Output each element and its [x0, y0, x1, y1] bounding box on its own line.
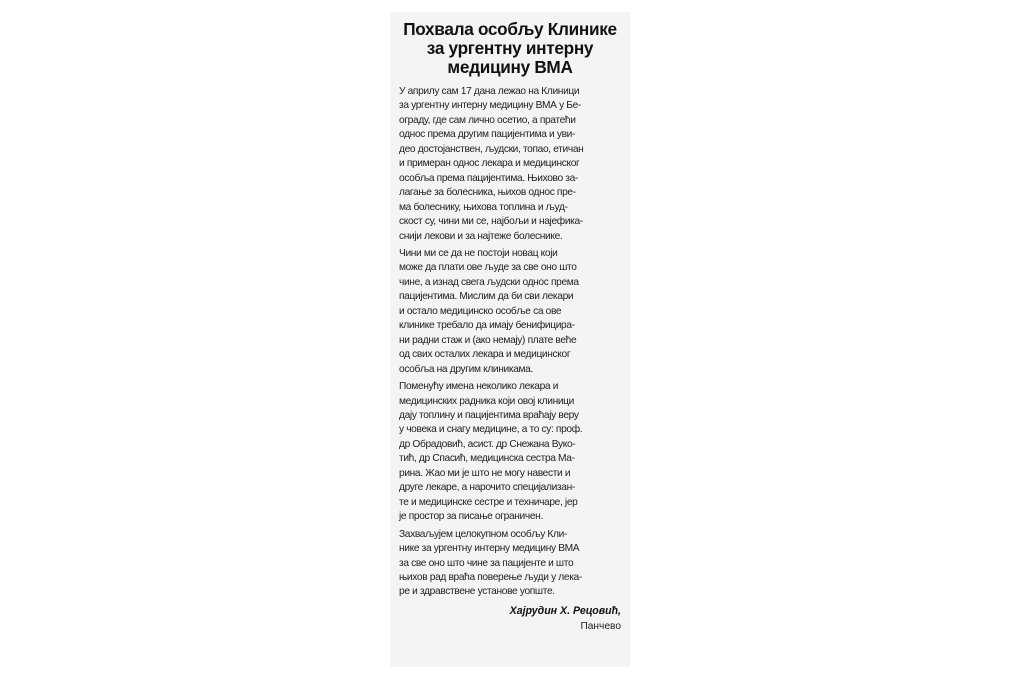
text-line: за ургентну интерну медицину ВМА у Бе- — [399, 100, 581, 112]
text-line: ни радни стаж и (ако немају) плате веће — [399, 334, 577, 346]
text-line: рина. Жао ми је што не могу навести и — [399, 467, 571, 479]
text-line: за све оно што чине за пацијенте и што — [399, 557, 574, 569]
newspaper-clipping — [390, 12, 630, 667]
headline-line: за ургентну интерну — [426, 38, 594, 58]
text-line: особља према пацијентима. Њихово за- — [399, 172, 578, 184]
text-line: Захваљујем целокупном особљу Кли- — [399, 528, 567, 540]
text-line: лагање за болесника, њихов однос пре- — [399, 187, 576, 199]
text-line: ре и здравствене установе уопште. — [399, 586, 555, 598]
article-paragraph-4 — [399, 528, 621, 600]
text-line: особља на другим клиникама. — [399, 363, 533, 375]
text-line: др Обрадовић, асист. др Снежана Вуко- — [399, 438, 576, 450]
text-line: тић, др Спасић, медицинска сестра Ма- — [399, 453, 575, 465]
article-headline — [399, 20, 621, 77]
text-line: и остало медицинско особље са ове — [399, 305, 562, 317]
text-line: чине, а изнад свега људски однос према — [399, 276, 579, 288]
text-line: Поменућу имена неколико лекара и — [399, 381, 559, 393]
article-paragraph-2 — [399, 247, 621, 377]
article-paragraph-3 — [399, 380, 621, 525]
author-city: Панчево — [580, 620, 621, 632]
text-line: од свих осталих лекара и медицинског — [399, 349, 571, 361]
text-line: пацијентима. Мислим да би сви лекари — [399, 291, 574, 303]
text-line: и примеран однос лекара и медицинског — [399, 158, 580, 170]
author-signature: Хајрудин Х. Рецовић, — [509, 604, 621, 617]
text-line: У априлу сам 17 дана лежао на Клиници — [399, 86, 580, 97]
text-line: скост су, чини ми се, најбољи и најефика- — [399, 216, 583, 228]
text-line: у човека и снагу медицине, а то су: проф. — [399, 424, 583, 436]
headline-line: Похвала особљу Клинике — [403, 19, 617, 39]
text-line: медицинских радника који овој клиници — [399, 395, 575, 407]
text-line: Чини ми се да не постоји новац који — [399, 247, 558, 259]
text-line: дају топлину и пацијентима враћају веру — [399, 409, 579, 421]
text-line: те и медицинске сестре и техничаре, јер — [399, 496, 578, 508]
article-paragraph-1 — [399, 85, 621, 244]
text-line: ограду, где сам лично осетио, а пратећи — [399, 114, 576, 126]
text-line: снији лекови и за најтеже болеснике. — [399, 230, 563, 242]
text-line: може да плати ове људе за све оно што — [399, 262, 577, 274]
text-line: део достојанствен, људски, топао, етичан — [399, 143, 584, 155]
text-line: клинике требало да имају бенифицира- — [399, 320, 575, 332]
text-line: ма болеснику, њихова топлина и људ- — [399, 201, 568, 213]
text-line: однос према другим пацијентима и уви- — [399, 129, 576, 141]
text-line: њихов рад враћа поверење људи у лека- — [399, 571, 582, 583]
headline-line: медицину ВМА — [447, 57, 573, 77]
text-line: је простор за писање ограничен. — [399, 511, 543, 523]
text-line: друге лекаре, а нарочито специјализан- — [399, 482, 575, 494]
text-line: нике за ургентну интерну медицину ВМА — [399, 543, 580, 555]
